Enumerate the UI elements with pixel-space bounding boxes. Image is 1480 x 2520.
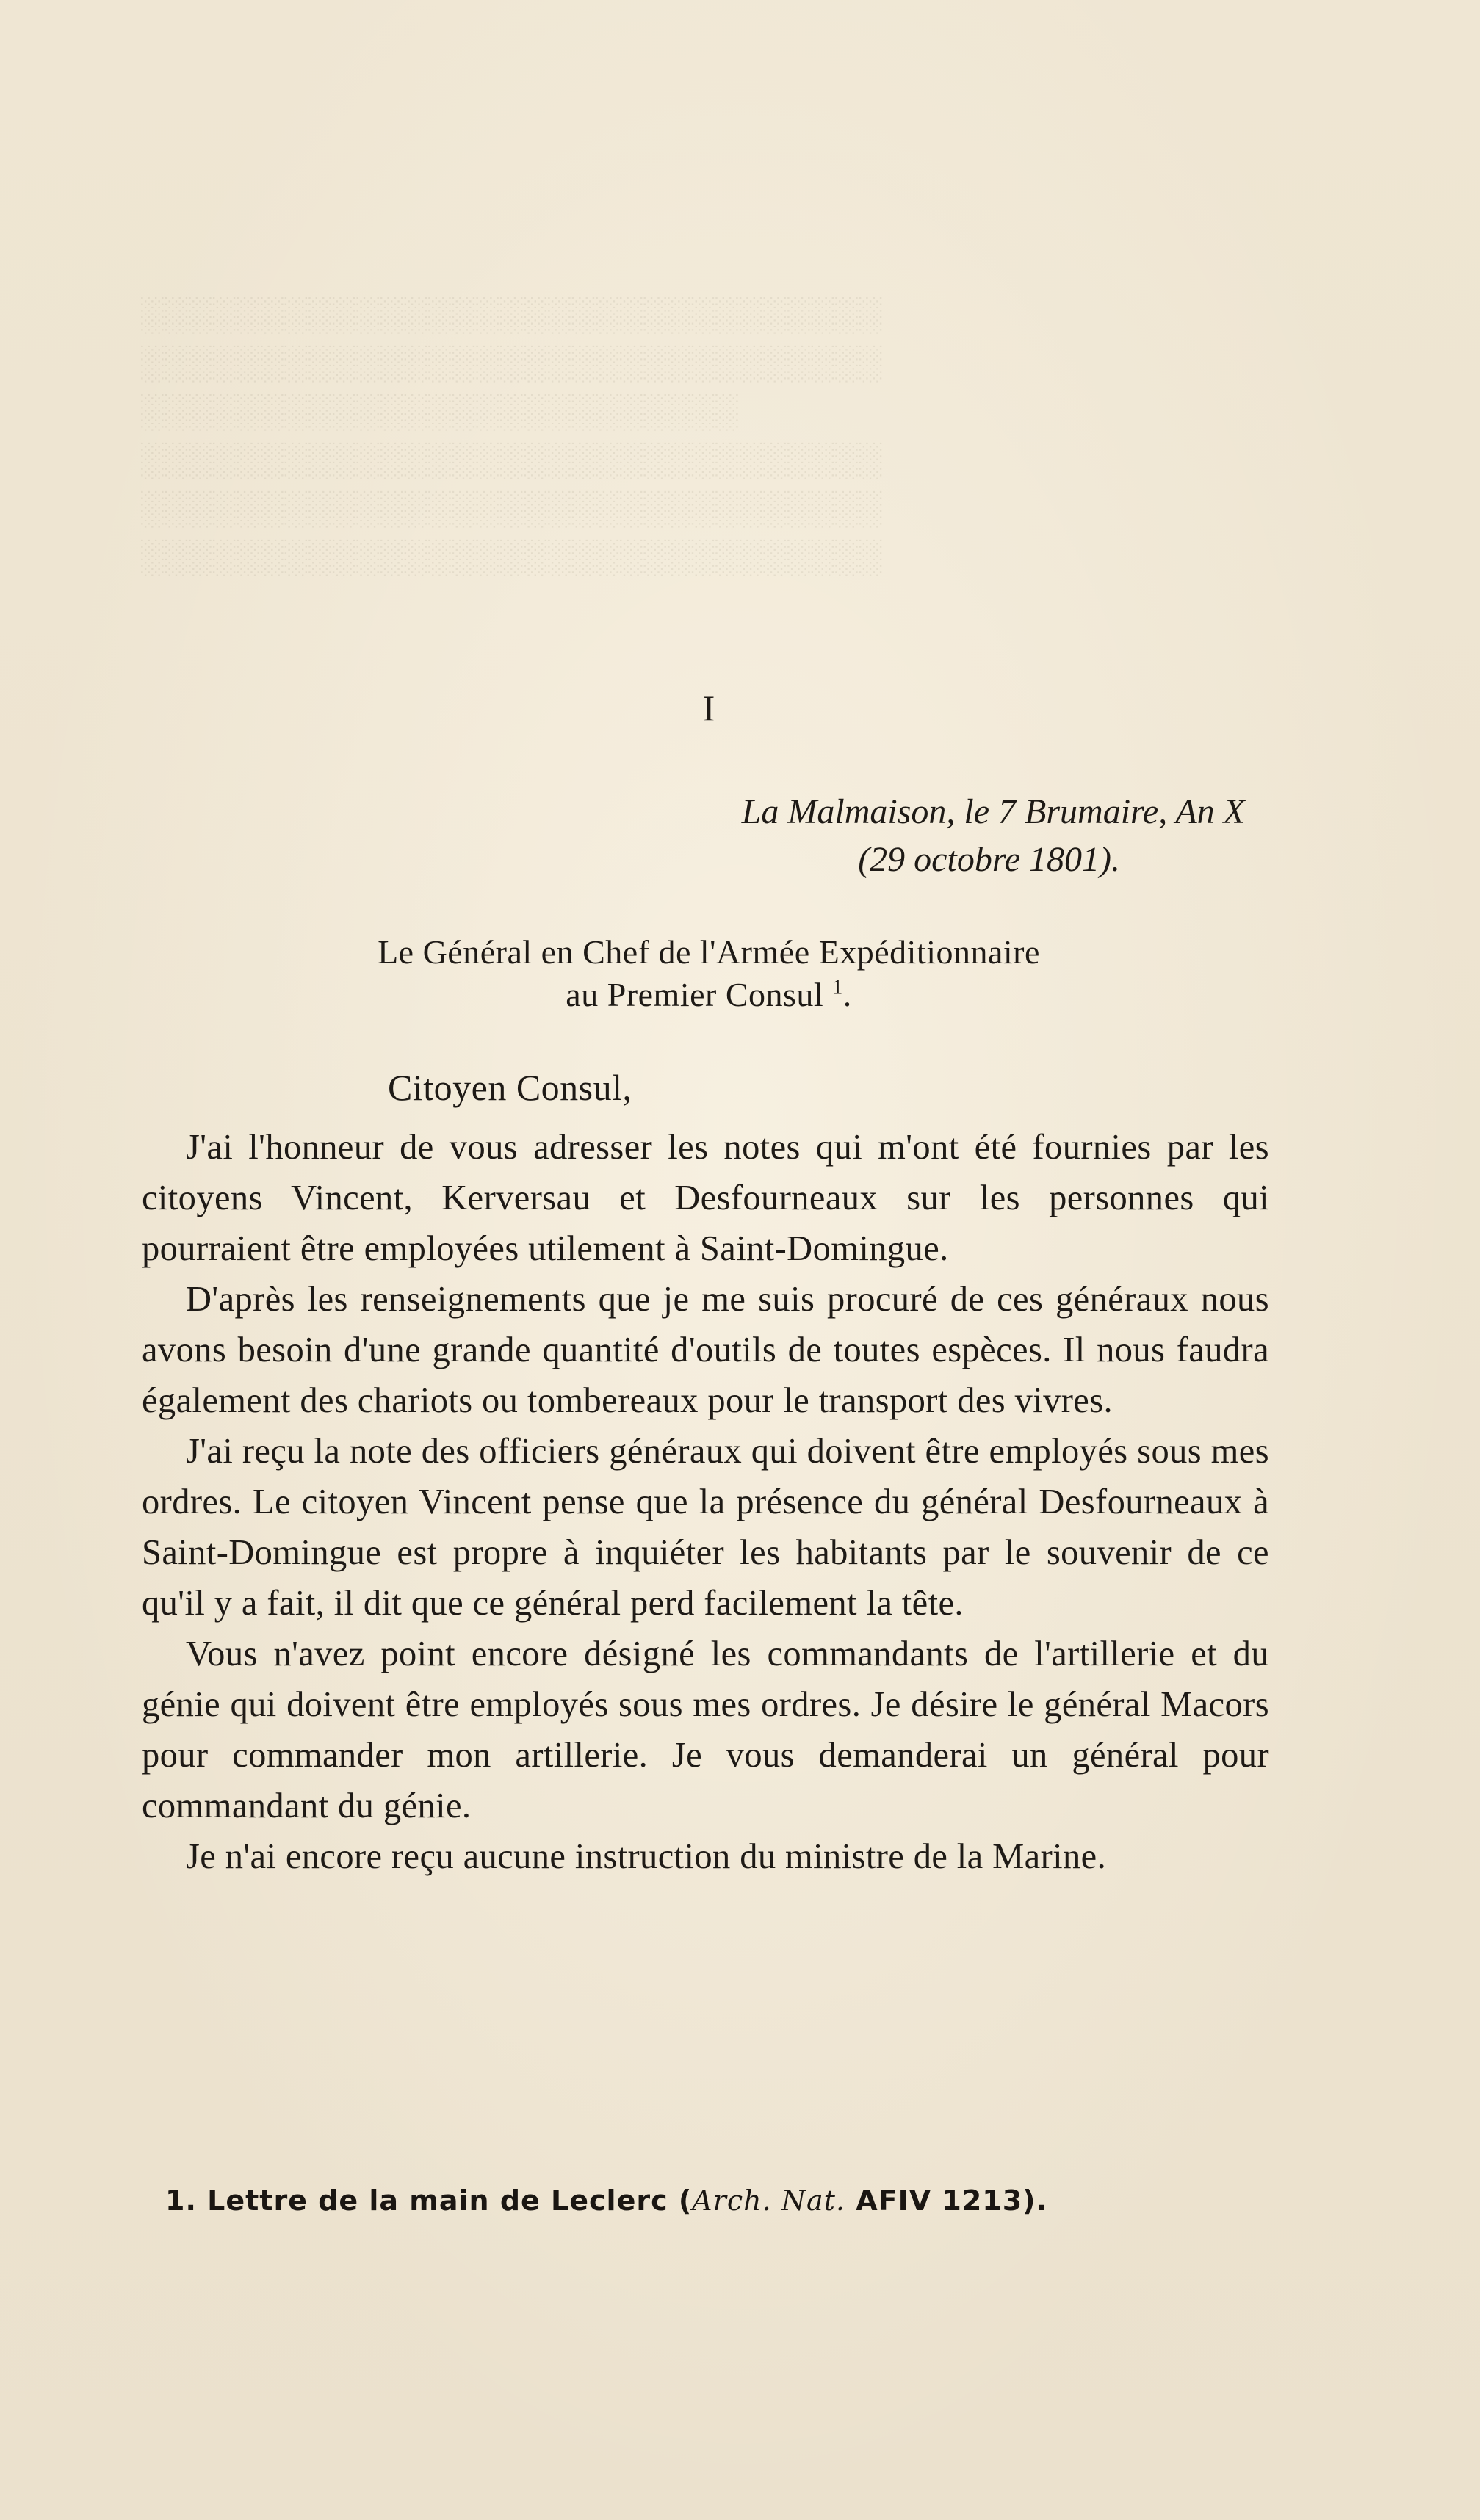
- recipient-text: au Premier Consul: [566, 976, 833, 1013]
- recipient-end: .: [842, 976, 852, 1013]
- paragraph: J'ai reçu la note des officiers généraux qui doivent être employés sous mes ordres. Le citoyen Vincent pense que la présence du général Desfourneaux à Saint-Domingue est propre à inquiéter les habitants par le souvenir de ce qu'il y a fait, il dit que ce général perd facilement la tête.: [142, 1432, 1269, 1623]
- footnote-marker: 1: [832, 976, 843, 999]
- footnote-number: 1.: [165, 2184, 197, 2217]
- paragraph: Vous n'avez point encore désigné les commandants de l'artillerie et du génie qui doivent être employés sous mes ordres. Je désire le général Macors pour commander mon artillerie. Je vous demanderai un général pour commandant du génie.: [142, 1634, 1269, 1825]
- footnote-source: Arch. Nat.: [692, 2184, 845, 2217]
- date-line-gregorian: (29 octobre 1801).: [858, 840, 1120, 879]
- salutation: Citoyen Consul,: [388, 1067, 632, 1108]
- paragraph: D'après les renseignements que je me suis procuré de ces généraux nous avons besoin d'une grande quantité d'outils de toutes espèces. Il nous faudra également des chariots ou tombereaux pour le transport des vivres.: [142, 1280, 1269, 1420]
- footnote: [165, 2184, 1194, 2217]
- footnote-text: Lettre de la main de Leclerc (: [207, 2184, 693, 2217]
- letter-body: [142, 1122, 1269, 1882]
- letter-heading-sender: Le Général en Chef de l'Armée Expéditionnaire: [378, 933, 1040, 971]
- paragraph: J'ai l'honneur de vous adresser les notes qui m'ont été fournies par les citoyens Vincent, Kerversau et Desfourneaux sur les personnes qui pourraient être employées utilement à Saint-Domingue.: [142, 1128, 1269, 1268]
- letter-heading-recipient: [0, 975, 1418, 1014]
- date-line-place: La Malmaison, le 7 Brumaire, An X: [741, 792, 1245, 831]
- letter-numeral: I: [702, 687, 715, 728]
- bleed-through-text: ░░░░░░░░░░░░░░░░░░░░░░░░░░░░░░░ ░░░░░░░░░░░░░░░░░░░░░░░░░░░░░░░ ░░░░░░░░░░░░░░░░░░░░░░░░░ ░░░░░░░░░░░░░░░░░░░░░░░░░░░░░░░ ░░░░░░░░░░░░░░░░░░░░░░░░░░░░░░░ ░░░░░░░░░░░░░░░░░░░░░░░░░░░░░░░: [140, 295, 882, 575]
- paragraph: Je n'ai encore reçu aucune instruction du ministre de la Marine.: [186, 1837, 1107, 1876]
- footnote-reference: AFIV 1213).: [845, 2184, 1047, 2217]
